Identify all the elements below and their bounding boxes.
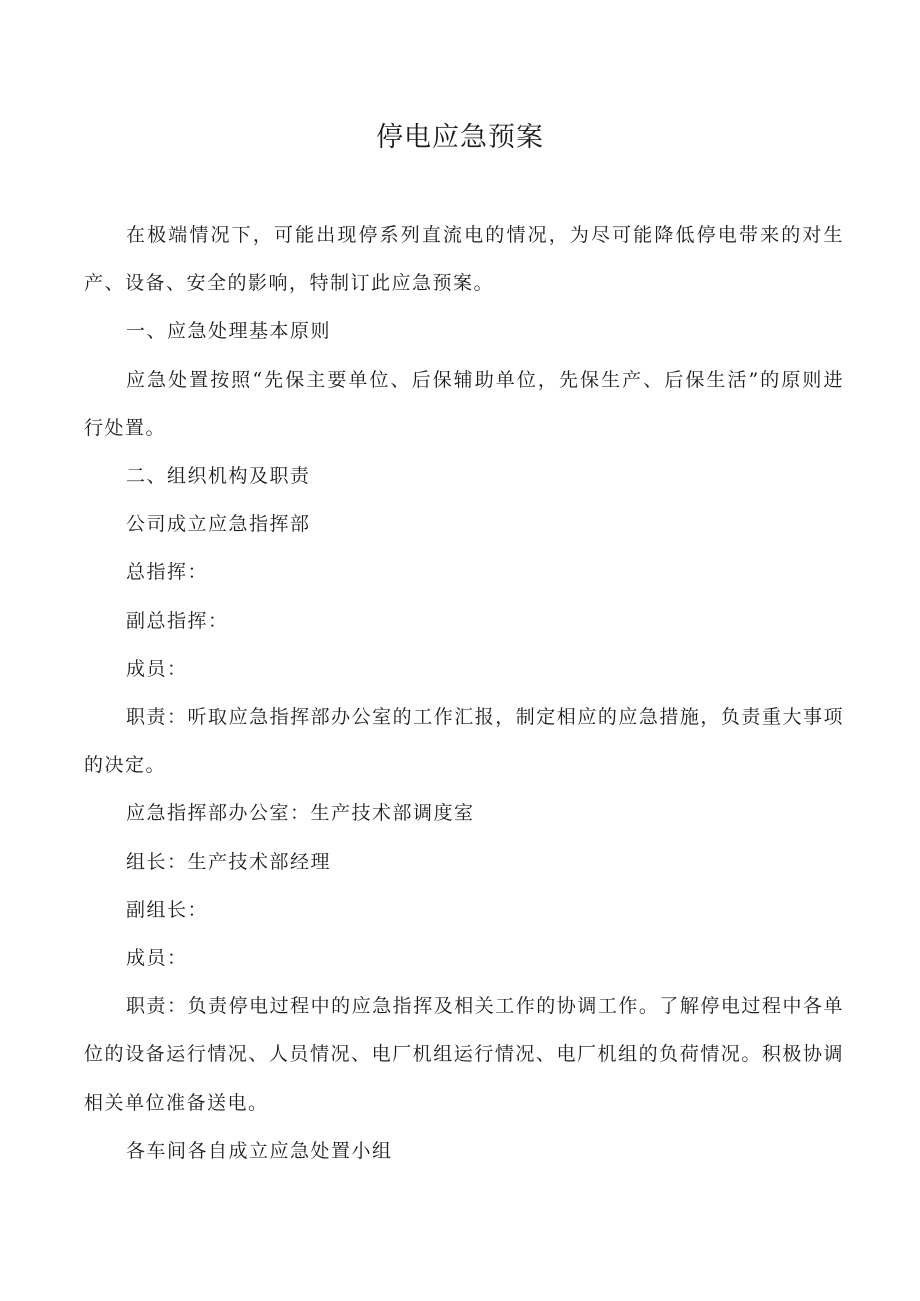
document-body: [84, 211, 844, 1175]
paragraph-deputy-commander: 副总指挥：: [126, 609, 229, 632]
section-heading-principles: 一、应急处理基本原则: [126, 320, 332, 343]
paragraph-intro: 在极端情况下，可能出现停系列直流电的情况，为尽可能降低停电带来的对生产、设备、安全的影响，特制订此应急预案。: [84, 224, 844, 295]
section-heading-organization: 二、组织机构及职责: [126, 465, 311, 488]
paragraph-office: 应急指挥部办公室：生产技术部调度室: [126, 802, 475, 825]
paragraph-workshop-teams: 各车间各自成立应急处置小组: [126, 1139, 393, 1162]
paragraph-hq-duties: 职责：听取应急指挥部办公室的工作汇报，制定相应的应急措施，负责重大事项的决定。: [84, 706, 844, 777]
document-title: 停电应急预案: [376, 122, 544, 153]
paragraph-office-duties: 职责：负责停电过程中的应急指挥及相关工作的协调工作。了解停电过程中各单位的设备运行情况、人员情况、电厂机组运行情况、电厂机组的负荷情况。积极协调相关单位准备送电。: [84, 995, 844, 1114]
paragraph-leader: 组长：生产技术部经理: [126, 850, 332, 873]
paragraph-office-members: 成员：: [126, 947, 188, 970]
paragraph-commander: 总指挥：: [126, 561, 209, 584]
paragraph-deputy-leader: 副组长：: [126, 898, 209, 921]
paragraph-hq: 公司成立应急指挥部: [126, 513, 311, 536]
paragraph-members: 成员：: [126, 657, 188, 680]
paragraph-principles: 应急处置按照“先保主要单位、后保辅助单位，先保生产、后保生活”的原则进行处置。: [84, 368, 844, 439]
